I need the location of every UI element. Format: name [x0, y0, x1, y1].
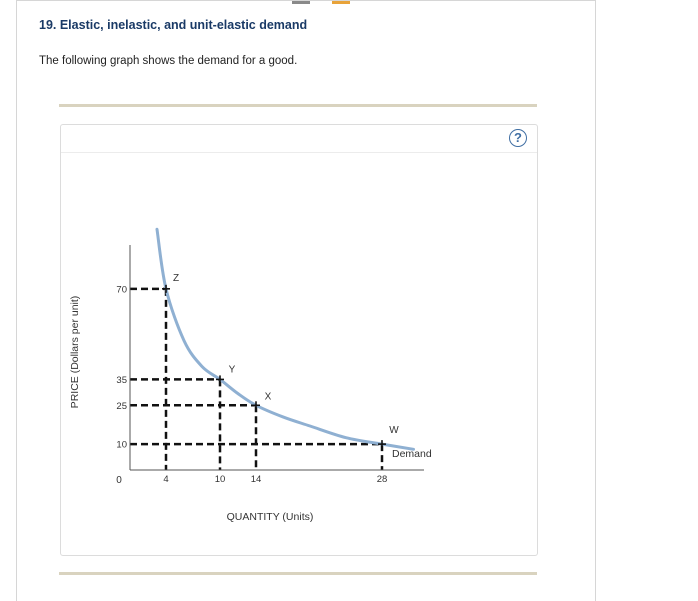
y-tick-10: 10	[116, 439, 127, 451]
origin-label: 0	[116, 475, 122, 486]
divider-bottom	[59, 572, 537, 575]
x-tick-10: 10	[214, 474, 226, 485]
question-card	[16, 0, 596, 601]
reference-lines	[130, 289, 382, 470]
help-button[interactable]: ?	[509, 129, 527, 147]
point-label-z: Z	[172, 272, 180, 284]
point-label-y: Y	[228, 364, 236, 376]
divider-top	[59, 104, 537, 107]
tick-labels	[116, 284, 387, 485]
tab-marker-orange	[332, 1, 350, 4]
demand-chart	[61, 125, 537, 555]
y-tick-35: 35	[116, 374, 127, 386]
y-axis-label: PRICE (Dollars per unit)	[69, 295, 81, 409]
question-title: 19. Elastic, inelastic, and unit-elastic demand	[39, 18, 308, 32]
demand-curve	[157, 229, 414, 449]
x-axis-label: QUANTITY (Units)	[226, 511, 314, 523]
y-tick-25: 25	[116, 400, 127, 412]
tab-marker-gray	[292, 1, 310, 4]
question-description: The following graph shows the demand for a good.	[39, 55, 298, 67]
curve-layer	[157, 229, 414, 449]
x-tick-28: 28	[376, 474, 388, 485]
x-tick-4: 4	[163, 474, 169, 485]
demand-legend-label: Demand	[392, 448, 432, 460]
point-label-x: X	[264, 391, 272, 403]
point-label-w: W	[389, 425, 399, 437]
y-tick-70: 70	[116, 284, 127, 296]
graph-panel	[60, 124, 538, 556]
x-tick-14: 14	[250, 474, 262, 485]
